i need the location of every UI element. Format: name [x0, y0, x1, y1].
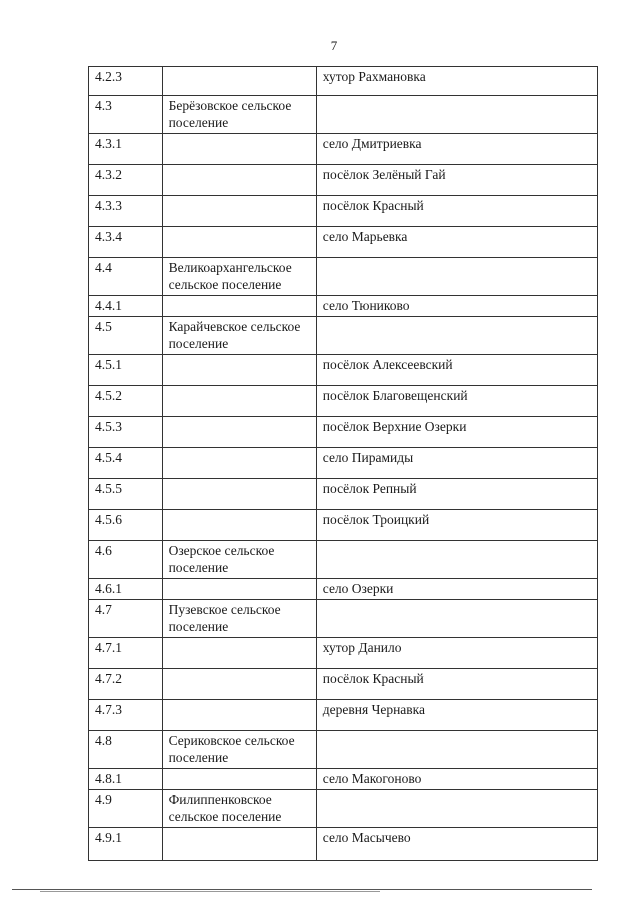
- row-number-cell: 4.5.5: [89, 479, 163, 510]
- table-row: [89, 731, 598, 769]
- row-number-cell: 4.8: [89, 731, 163, 769]
- row-number-cell: 4.5.2: [89, 386, 163, 417]
- locality-cell: [316, 258, 597, 296]
- page-number: 7: [330, 38, 338, 53]
- locality-cell: село Дмитриевка: [316, 134, 597, 165]
- locality-cell: село Озерки: [316, 579, 597, 600]
- table-row: [89, 541, 598, 579]
- settlement-cell: Карайчевское сельское поселение: [162, 317, 316, 355]
- table-body: [89, 67, 598, 861]
- locality-cell: [316, 600, 597, 638]
- locality-cell: [316, 541, 597, 579]
- settlements-table: [88, 66, 598, 861]
- locality-cell: посёлок Троицкий: [316, 510, 597, 541]
- settlement-cell: [162, 417, 316, 448]
- locality-cell: посёлок Зелёный Гай: [316, 165, 597, 196]
- table-row: [89, 700, 598, 731]
- settlement-cell: Берёзовское сельское поселение: [162, 96, 316, 134]
- locality-cell: село Пирамиды: [316, 448, 597, 479]
- row-number-cell: 4.7: [89, 600, 163, 638]
- table-row: [89, 296, 598, 317]
- row-number-cell: 4.5.6: [89, 510, 163, 541]
- locality-cell: село Марьевка: [316, 227, 597, 258]
- row-number-cell: 4.6.1: [89, 579, 163, 600]
- settlement-cell: [162, 134, 316, 165]
- locality-cell: село Тюниково: [316, 296, 597, 317]
- table-row: [89, 638, 598, 669]
- table-row: [89, 67, 598, 96]
- row-number-cell: 4.7.1: [89, 638, 163, 669]
- settlement-cell: [162, 296, 316, 317]
- table-row: [89, 386, 598, 417]
- settlement-cell: Пузевское сельское поселение: [162, 600, 316, 638]
- settlement-cell: [162, 769, 316, 790]
- settlement-cell: [162, 165, 316, 196]
- settlement-cell: [162, 67, 316, 96]
- settlement-cell: [162, 669, 316, 700]
- table-row: [89, 317, 598, 355]
- locality-cell: посёлок Красный: [316, 196, 597, 227]
- row-number-cell: 4.5.3: [89, 417, 163, 448]
- locality-cell: посёлок Красный: [316, 669, 597, 700]
- row-number-cell: 4.2.3: [89, 67, 163, 96]
- table-row: [89, 828, 598, 861]
- row-number-cell: 4.3.3: [89, 196, 163, 227]
- locality-cell: посёлок Верхние Озерки: [316, 417, 597, 448]
- row-number-cell: 4.7.3: [89, 700, 163, 731]
- settlement-cell: Сериковское сельское поселение: [162, 731, 316, 769]
- row-number-cell: 4.3.4: [89, 227, 163, 258]
- row-number-cell: 4.8.1: [89, 769, 163, 790]
- locality-cell: село Макогоново: [316, 769, 597, 790]
- row-number-cell: 4.4.1: [89, 296, 163, 317]
- row-number-cell: 4.9: [89, 790, 163, 828]
- table-row: [89, 355, 598, 386]
- table-row: [89, 258, 598, 296]
- settlement-cell: [162, 386, 316, 417]
- table-row: [89, 196, 598, 227]
- settlement-cell: [162, 448, 316, 479]
- settlement-cell: [162, 510, 316, 541]
- footer-rule: [12, 889, 592, 890]
- row-number-cell: 4.7.2: [89, 669, 163, 700]
- locality-cell: посёлок Репный: [316, 479, 597, 510]
- settlement-cell: [162, 196, 316, 227]
- settlement-cell: Великоархангельское сельское поселение: [162, 258, 316, 296]
- row-number-cell: 4.4: [89, 258, 163, 296]
- row-number-cell: 4.3.2: [89, 165, 163, 196]
- row-number-cell: 4.3.1: [89, 134, 163, 165]
- locality-cell: [316, 731, 597, 769]
- row-number-cell: 4.3: [89, 96, 163, 134]
- settlement-cell: [162, 227, 316, 258]
- row-number-cell: 4.5.4: [89, 448, 163, 479]
- footer-rule-secondary: [40, 891, 380, 892]
- table-row: [89, 769, 598, 790]
- table-row: [89, 479, 598, 510]
- table-row: [89, 96, 598, 134]
- table-row: [89, 669, 598, 700]
- locality-cell: [316, 96, 597, 134]
- table-row: [89, 165, 598, 196]
- settlement-cell: [162, 828, 316, 861]
- table-row: [89, 579, 598, 600]
- settlement-cell: [162, 579, 316, 600]
- locality-cell: посёлок Благовещенский: [316, 386, 597, 417]
- locality-cell: хутор Рахмановка: [316, 67, 597, 96]
- locality-cell: деревня Чернавка: [316, 700, 597, 731]
- table-row: [89, 448, 598, 479]
- table-row: [89, 134, 598, 165]
- settlement-cell: Озерское сельское поселение: [162, 541, 316, 579]
- locality-cell: посёлок Алексеевский: [316, 355, 597, 386]
- locality-cell: село Масычево: [316, 828, 597, 861]
- settlement-cell: [162, 355, 316, 386]
- locality-cell: [316, 790, 597, 828]
- table-row: [89, 510, 598, 541]
- table-row: [89, 417, 598, 448]
- locality-cell: хутор Данило: [316, 638, 597, 669]
- row-number-cell: 4.9.1: [89, 828, 163, 861]
- table-row: [89, 227, 598, 258]
- row-number-cell: 4.5.1: [89, 355, 163, 386]
- settlement-cell: [162, 479, 316, 510]
- table-row: [89, 790, 598, 828]
- settlement-cell: [162, 638, 316, 669]
- settlement-cell: [162, 700, 316, 731]
- table-row: [89, 600, 598, 638]
- locality-cell: [316, 317, 597, 355]
- settlement-cell: Филиппенковское сельское поселение: [162, 790, 316, 828]
- row-number-cell: 4.6: [89, 541, 163, 579]
- row-number-cell: 4.5: [89, 317, 163, 355]
